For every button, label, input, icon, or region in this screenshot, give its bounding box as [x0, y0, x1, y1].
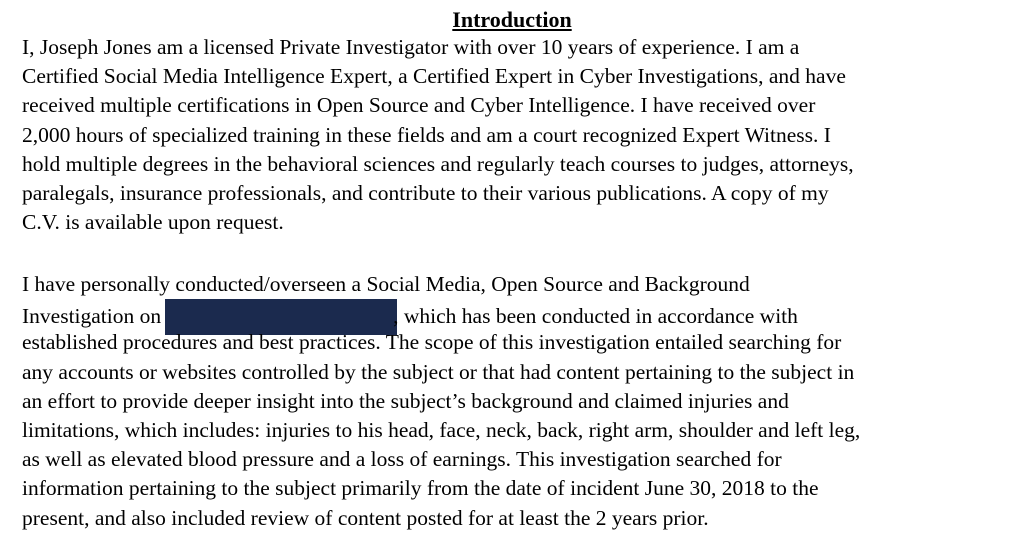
paragraph-line: 2,000 hours of specialized training in these fields and am a court recognized Expert Witness. I — [22, 122, 831, 147]
paragraph-line: received multiple certifications in Open Source and Cyber Intelligence. I have received over — [22, 93, 816, 118]
paragraph-line: limitations, which includes: injuries to his head, face, neck, back, right arm, shoulder and left leg, — [22, 417, 861, 442]
paragraph-line: any accounts or websites controlled by the subject or that had content pertaining to the subject in — [22, 359, 855, 384]
paragraph-investigation-scope — [22, 270, 1022, 533]
paragraph-line: hold multiple degrees in the behavioral sciences and regularly teach courses to judges, attorneys, — [22, 151, 854, 176]
paragraph-line: an effort to provide deeper insight into the subject’s background and claimed injuries and — [22, 388, 789, 413]
paragraph-line: established procedures and best practices. The scope of this investigation entailed searching for — [22, 330, 842, 355]
paragraph-line: I, Joseph Jones am a licensed Private Investigator with over 10 years of experience. I am a — [22, 35, 800, 59]
document-title: Introduction — [452, 7, 572, 32]
text-after-redaction: , which has been conducted in accordance with — [393, 304, 798, 329]
paragraph-line: I have personally conducted/overseen a Social Media, Open Source and Background — [22, 272, 750, 296]
text-before-redaction: Investigation on — [22, 304, 162, 329]
paragraph-line: information pertaining to the subject primarily from the date of incident June 30, 2018 to the — [22, 476, 819, 501]
paragraph-line: as well as elevated blood pressure and a loss of earnings. This investigation searched for — [22, 447, 782, 472]
paragraph-line: present, and also included review of content posted for at least the 2 years prior. — [22, 505, 709, 530]
paragraph-line: C.V. is available upon request. — [22, 210, 284, 235]
paragraph-line-with-redaction — [22, 299, 1022, 328]
paragraph-line: Certified Social Media Intelligence Expert, a Certified Expert in Cyber Investigations, and have — [22, 64, 846, 89]
paragraph-qualifications — [22, 33, 1022, 237]
paragraph-line: paralegals, insurance professionals, and contribute to their various publications. A copy of my — [22, 180, 829, 205]
